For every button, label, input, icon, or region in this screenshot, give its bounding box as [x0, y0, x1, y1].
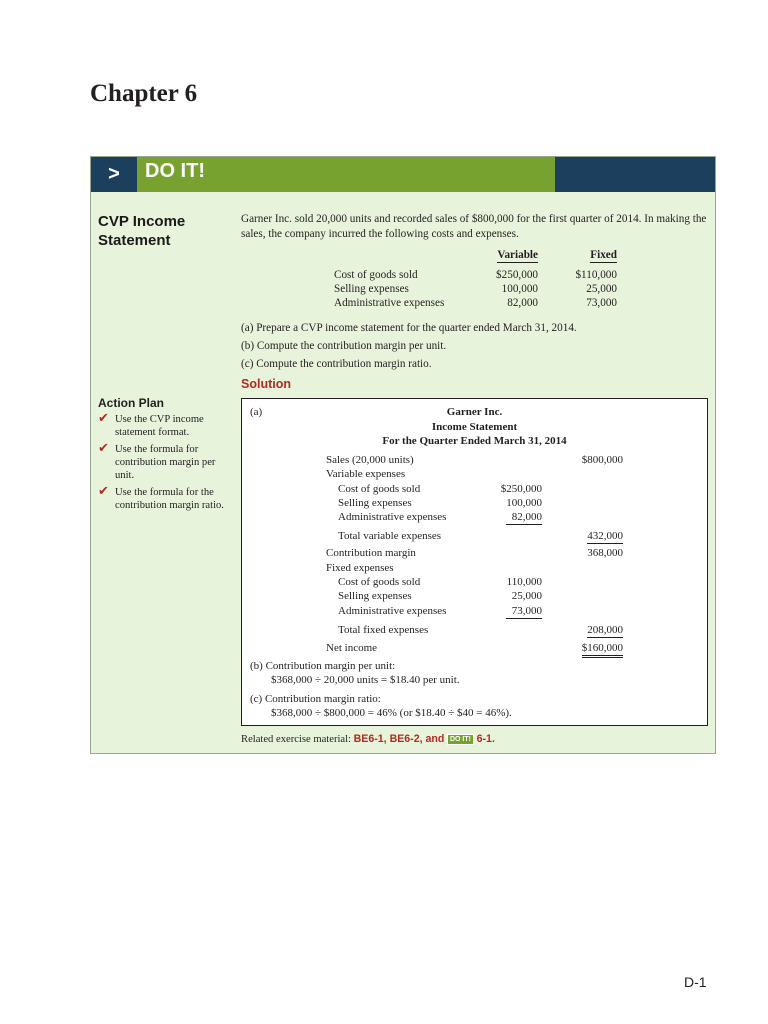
- action-plan-item: [98, 443, 234, 482]
- variable-item-amount: 82,000: [506, 511, 542, 525]
- banner-title: DO IT!: [145, 160, 205, 182]
- total-fixed-amount: 208,000: [587, 624, 623, 636]
- fixed-item-label: Administrative expenses: [338, 605, 447, 617]
- banner-navy-bar: [555, 157, 715, 192]
- fixed-item-amount: 73,000: [506, 605, 542, 619]
- problem-intro: Garner Inc. sold 20,000 units and recorded sales of $800,000 for the first quarter of 2014. In making the sales, the company incurred the following costs and expenses.: [241, 213, 707, 240]
- fixed-item-amount: 25,000: [511, 590, 542, 602]
- action-plan-text: Use the CVP income statement format.: [115, 414, 204, 438]
- contribution-margin-amount: 368,000: [587, 547, 623, 559]
- net-income-label: Net income: [326, 642, 378, 654]
- variable-item-label: Administrative expenses: [338, 511, 447, 523]
- question-item: (a) Prepare a CVP income statement for the quarter ended March 31, 2014.: [241, 322, 577, 334]
- variable-expenses-label: Variable expenses: [326, 468, 406, 480]
- action-plan-title: Action Plan: [98, 396, 165, 410]
- questions-list: [241, 319, 577, 373]
- fixed-item-amount: 110,000: [506, 576, 542, 588]
- header-fixed: Fixed: [590, 249, 617, 261]
- part-c-title: (c) Contribution margin ratio:: [250, 693, 381, 705]
- chapter-title: Chapter 6: [90, 80, 198, 107]
- net-income-amount: $160,000: [582, 642, 623, 658]
- related-refs[interactable]: BE6-1, BE6-2, and: [353, 733, 445, 745]
- header-variable: Variable: [497, 249, 538, 261]
- related-exercises: [241, 733, 495, 745]
- total-variable-label: Total variable expenses: [338, 530, 442, 542]
- cost-label: Administrative expenses: [334, 297, 445, 309]
- statement-period: For the Quarter Ended March 31, 2014: [382, 435, 567, 447]
- cost-variable: $250,000: [496, 269, 538, 281]
- related-prefix: Related exercise material:: [241, 734, 351, 745]
- sales-label: Sales (20,000 units): [326, 454, 414, 466]
- part-b-calculation: $368,000 ÷ 20,000 units = $18.40 per unit.: [271, 674, 460, 686]
- cost-label: Selling expenses: [334, 283, 409, 295]
- action-plan-text: Use the formula for contribution margin per unit.: [115, 444, 216, 481]
- part-c-calculation: $368,000 ÷ $800,000 = 46% (or $18.40 ÷ $40 = 46%).: [271, 707, 512, 719]
- contribution-margin-label: Contribution margin: [326, 547, 416, 559]
- fixed-item-label: Selling expenses: [338, 590, 412, 602]
- action-plan-text: Use the formula for the contribution margin ratio.: [115, 487, 224, 511]
- part-b-title: (b) Contribution margin per unit:: [250, 660, 396, 672]
- topic-title: CVP Income Statement: [98, 213, 186, 249]
- cost-fixed: 73,000: [586, 297, 617, 309]
- related-last-ref[interactable]: 6-1.: [476, 733, 495, 745]
- part-a-label: (a): [250, 406, 263, 418]
- statement-title: Income Statement: [431, 421, 518, 433]
- page-number: D-1: [684, 974, 707, 990]
- check-icon: ✔: [98, 411, 109, 426]
- check-icon: ✔: [98, 441, 109, 456]
- do-it-tag-icon: DO IT!: [447, 734, 474, 745]
- cost-variable: 100,000: [501, 283, 538, 295]
- solution-box: [241, 398, 708, 726]
- do-it-box: [90, 156, 716, 754]
- question-item: (c) Compute the contribution margin ratio.: [241, 358, 432, 370]
- variable-item-label: Selling expenses: [338, 497, 412, 509]
- chevron-right-icon: >: [91, 157, 137, 192]
- variable-item-label: Cost of goods sold: [338, 483, 421, 495]
- solution-heading: Solution: [241, 377, 291, 391]
- fixed-expenses-label: Fixed expenses: [326, 562, 394, 574]
- variable-item-amount: $250,000: [500, 483, 542, 495]
- sales-amount: $800,000: [581, 454, 623, 466]
- cost-fixed: $110,000: [575, 269, 617, 281]
- total-variable-amount: 432,000: [587, 530, 623, 542]
- cost-fixed: 25,000: [586, 283, 617, 295]
- variable-item-amount: 100,000: [506, 497, 542, 509]
- fixed-item-label: Cost of goods sold: [338, 576, 421, 588]
- cost-variable: 82,000: [507, 297, 538, 309]
- total-fixed-label: Total fixed expenses: [338, 624, 429, 636]
- question-item: (b) Compute the contribution margin per unit.: [241, 340, 447, 352]
- check-icon: ✔: [98, 484, 109, 499]
- action-plan-item: [98, 486, 234, 512]
- action-plan-item: [98, 413, 234, 439]
- cost-label: Cost of goods sold: [334, 269, 418, 281]
- company-name: Garner Inc.: [446, 406, 503, 418]
- action-plan-list: [98, 413, 234, 516]
- do-it-banner: [91, 157, 715, 192]
